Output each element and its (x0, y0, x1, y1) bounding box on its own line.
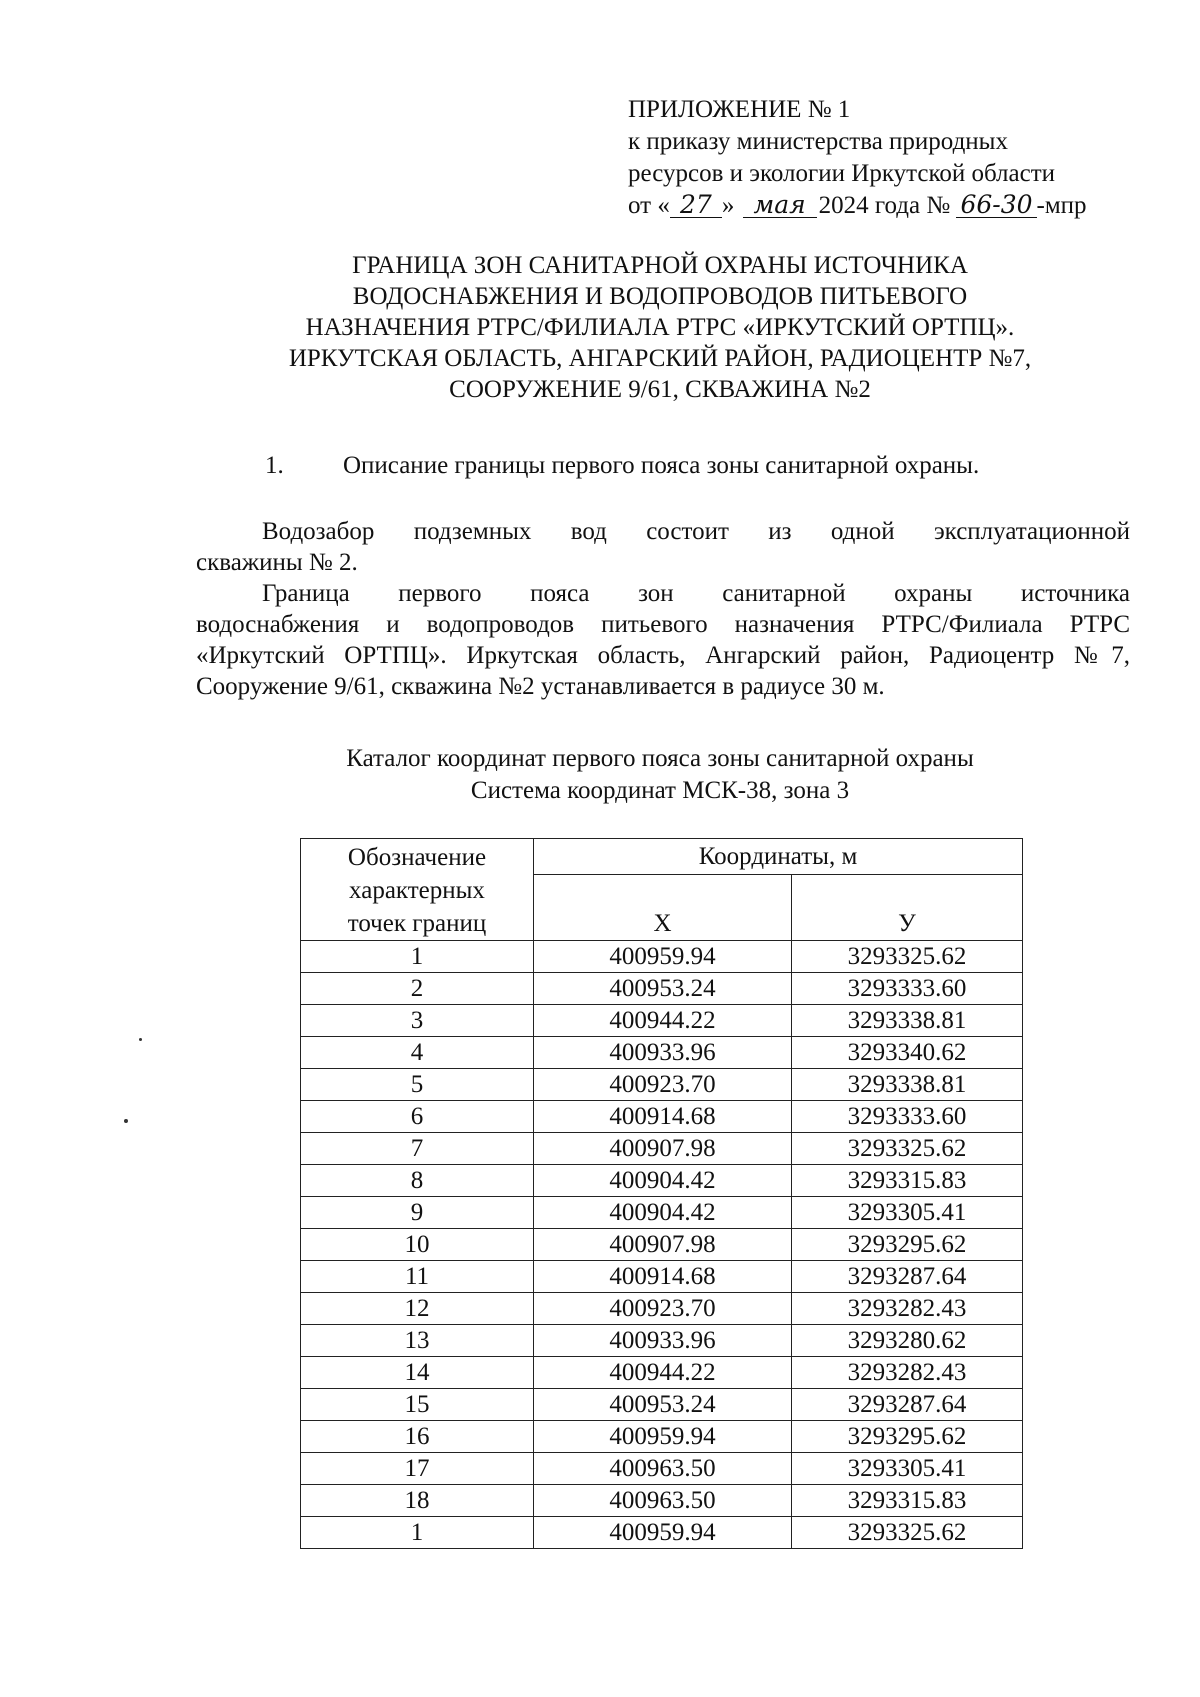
scan-speck (124, 1119, 128, 1123)
appendix-header (628, 94, 1087, 222)
appendix-title: ПРИЛОЖЕНИЕ № 1 (628, 96, 851, 123)
table-row (301, 1197, 1023, 1229)
x-cell: 400963.50 (534, 1453, 792, 1485)
point-cell: 12 (301, 1293, 534, 1325)
y-cell: 3293282.43 (792, 1293, 1023, 1325)
y-cell: 3293280.62 (792, 1325, 1023, 1357)
y-cell: 3293295.62 (792, 1229, 1023, 1261)
x-cell: 400959.94 (534, 1421, 792, 1453)
table-row (301, 973, 1023, 1005)
point-cell: 10 (301, 1229, 534, 1261)
x-cell: 400933.96 (534, 1037, 792, 1069)
paragraph-line: скважины № 2. (196, 549, 358, 576)
table-row (301, 1293, 1023, 1325)
point-cell: 15 (301, 1389, 534, 1421)
x-cell: 400904.42 (534, 1165, 792, 1197)
caption-line: Система координат МСК-38, зона 3 (470, 777, 850, 804)
y-cell: 3293325.62 (792, 1517, 1023, 1549)
paragraph-boundary (196, 578, 1130, 702)
point-cell: 1 (301, 941, 534, 973)
table-row (301, 1037, 1023, 1069)
point-cell: 9 (301, 1197, 534, 1229)
x-cell: 400923.70 (534, 1069, 792, 1101)
table-row (301, 1005, 1023, 1037)
x-cell: 400914.68 (534, 1101, 792, 1133)
table-row (301, 1229, 1023, 1261)
point-cell: 8 (301, 1165, 534, 1197)
table-row (301, 1485, 1023, 1517)
table-row (301, 1325, 1023, 1357)
point-cell: 6 (301, 1101, 534, 1133)
paragraph-line: Водозабор подземных вод состоит из одной эксплуатационной (262, 518, 1130, 545)
table-row (301, 1389, 1023, 1421)
y-cell: 3293315.83 (792, 1165, 1023, 1197)
table-row (301, 1261, 1023, 1293)
table-row (301, 1421, 1023, 1453)
point-cell: 7 (301, 1133, 534, 1165)
date-year: 2024 года № (818, 192, 951, 219)
table-row (301, 1165, 1023, 1197)
x-cell: 400959.94 (534, 1517, 792, 1549)
y-cell: 3293315.83 (792, 1485, 1023, 1517)
title-line: ГРАНИЦА ЗОН САНИТАРНОЙ ОХРАНЫ ИСТОЧНИКА (352, 252, 968, 279)
y-cell: 3293325.62 (792, 1133, 1023, 1165)
point-cell: 2 (301, 973, 534, 1005)
y-cell: 3293287.64 (792, 1261, 1023, 1293)
x-cell: 400944.22 (534, 1005, 792, 1037)
appendix-order-reference: к приказу министерства природных (628, 128, 1008, 155)
section-number: 1. (265, 452, 284, 479)
paragraph-water-intake (196, 516, 1130, 578)
x-cell: 400904.42 (534, 1197, 792, 1229)
coordinates-table (300, 838, 1023, 1549)
y-cell: 3293282.43 (792, 1357, 1023, 1389)
title-line: ВОДОСНАБЖЕНИЯ И ВОДОПРОВОДОВ ПИТЬЕВОГО (352, 283, 968, 310)
table-row (301, 1453, 1023, 1485)
table-row (301, 1357, 1023, 1389)
y-cell: 3293305.41 (792, 1453, 1023, 1485)
point-cell: 17 (301, 1453, 534, 1485)
point-cell: 18 (301, 1485, 534, 1517)
point-cell: 13 (301, 1325, 534, 1357)
table-row (301, 1133, 1023, 1165)
order-suffix: -мпр (1036, 192, 1087, 219)
y-cell: 3293287.64 (792, 1389, 1023, 1421)
y-cell: 3293305.41 (792, 1197, 1023, 1229)
section-title: Описание границы первого пояса зоны санитарной охраны. (343, 452, 980, 479)
x-cell: 400944.22 (534, 1357, 792, 1389)
section-heading (265, 450, 979, 482)
header-point-label: Обозначение характерных точек границ (301, 839, 534, 941)
table-row (301, 1069, 1023, 1101)
point-cell: 3 (301, 1005, 534, 1037)
catalog-caption (180, 743, 1140, 807)
handwritten-month: мая (743, 193, 817, 218)
paragraph-line: Сооружение 9/61, скважина №2 устанавливается в радиусе 30 м. (196, 673, 885, 700)
table-row (301, 941, 1023, 973)
x-cell: 400953.24 (534, 1389, 792, 1421)
table-row (301, 1101, 1023, 1133)
point-cell: 14 (301, 1357, 534, 1389)
y-cell: 3293325.62 (792, 941, 1023, 973)
date-mid: » (721, 192, 735, 219)
header-x: Х (534, 875, 792, 941)
date-prefix: от « (628, 192, 670, 219)
x-cell: 400914.68 (534, 1261, 792, 1293)
handwritten-day: 27 (670, 193, 722, 218)
paragraph-line: Граница первого пояса зон санитарной охраны источника (262, 580, 1130, 607)
x-cell: 400953.24 (534, 973, 792, 1005)
x-cell: 400907.98 (534, 1229, 792, 1261)
document-title (180, 250, 1140, 405)
title-line: НАЗНАЧЕНИЯ РТРС/ФИЛИАЛА РТРС «ИРКУТСКИЙ ОРТПЦ». (305, 314, 1015, 341)
coordinates-table-body (301, 941, 1023, 1549)
point-cell: 4 (301, 1037, 534, 1069)
x-cell: 400923.70 (534, 1293, 792, 1325)
table-row (301, 1517, 1023, 1549)
point-cell: 1 (301, 1517, 534, 1549)
handwritten-order-number: 66-30 (956, 193, 1036, 218)
title-line: ИРКУТСКАЯ ОБЛАСТЬ, АНГАРСКИЙ РАЙОН, РАДИОЦЕНТР №7, (288, 345, 1032, 372)
x-cell: 400963.50 (534, 1485, 792, 1517)
y-cell: 3293333.60 (792, 1101, 1023, 1133)
point-cell: 5 (301, 1069, 534, 1101)
appendix-date-line (628, 190, 1087, 222)
y-cell: 3293333.60 (792, 973, 1023, 1005)
y-cell: 3293295.62 (792, 1421, 1023, 1453)
header-y: У (792, 875, 1023, 941)
caption-line: Каталог координат первого пояса зоны санитарной охраны (346, 745, 974, 772)
appendix-ministry: ресурсов и экологии Иркутской области (628, 160, 1056, 187)
scan-speck (139, 1038, 142, 1041)
y-cell: 3293338.81 (792, 1005, 1023, 1037)
point-cell: 11 (301, 1261, 534, 1293)
paragraph-line: «Иркутский ОРТПЦ». Иркутская область, Ангарский район, Радиоцентр №7, (196, 642, 1130, 669)
header-coordinates: Координаты, м (534, 839, 1023, 875)
title-line: СООРУЖЕНИЕ 9/61, СКВАЖИНА №2 (449, 376, 871, 403)
point-cell: 16 (301, 1421, 534, 1453)
y-cell: 3293338.81 (792, 1069, 1023, 1101)
paragraph-line: водоснабжения и водопроводов питьевого назначения РТРС/Филиала РТРС (196, 611, 1130, 638)
x-cell: 400907.98 (534, 1133, 792, 1165)
x-cell: 400933.96 (534, 1325, 792, 1357)
y-cell: 3293340.62 (792, 1037, 1023, 1069)
x-cell: 400959.94 (534, 941, 792, 973)
